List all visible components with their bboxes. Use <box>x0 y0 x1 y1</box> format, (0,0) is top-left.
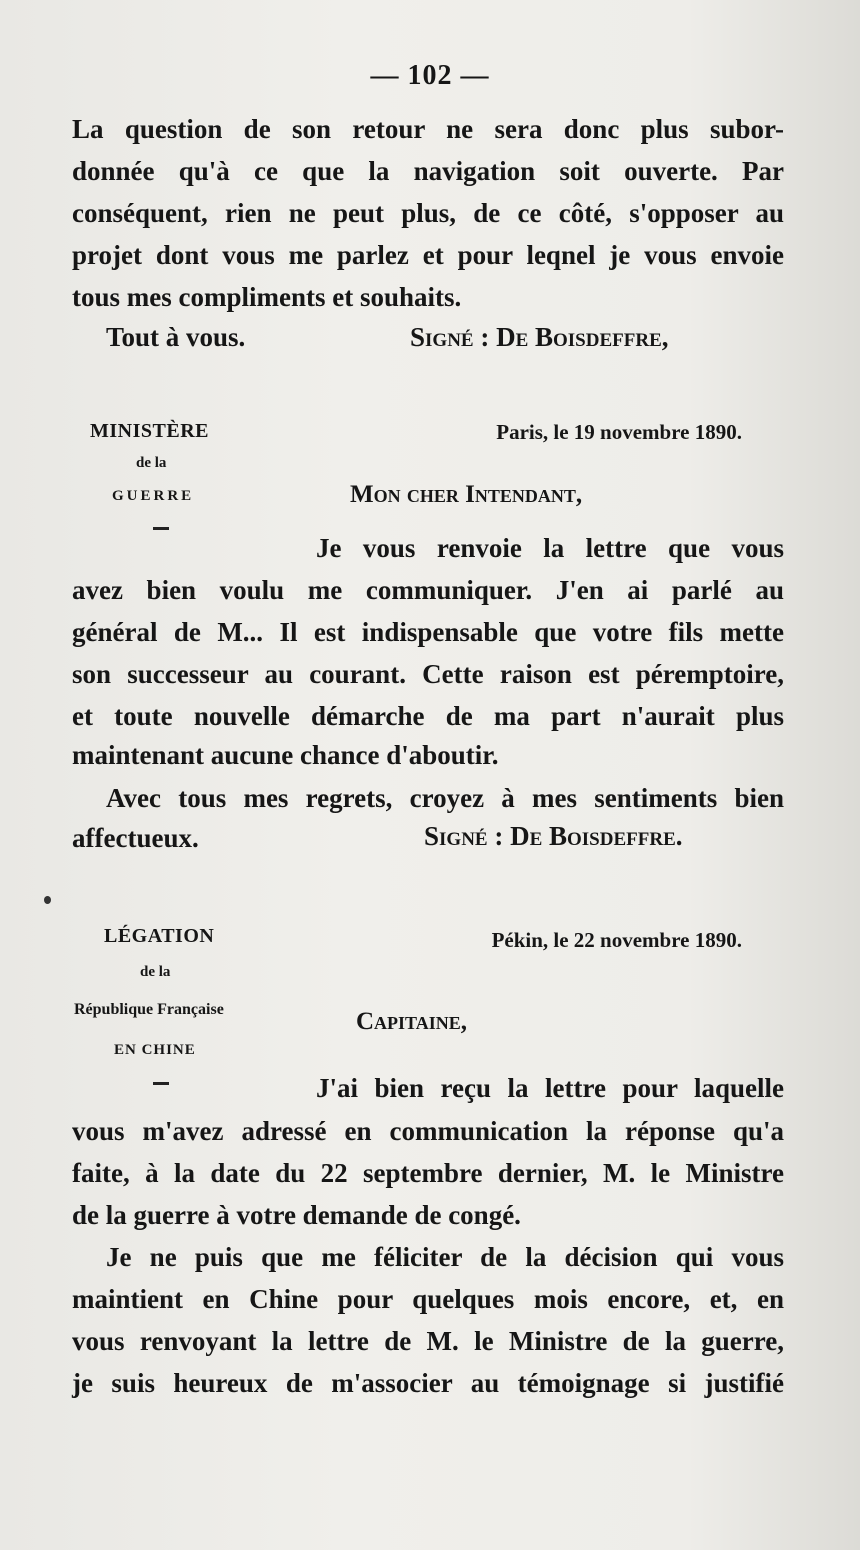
letter1-line-4: projet dont vous me parlez et pour leqnel je vous envoie <box>72 240 784 270</box>
letter1-signature: Signé : De Boisdeffre, <box>410 322 669 352</box>
letter2-line-1: avez bien voulu me communiquer. J'en ai parlé au <box>72 575 784 605</box>
letter2-line-0: Je vous renvoie la lettre que vous <box>316 533 784 563</box>
letter3-line-2: faite, à la date du 22 septembre dernier, M. le Ministre <box>72 1158 784 1188</box>
letter2-salutation: Mon cher Intendant, <box>350 481 583 508</box>
letter1-line-2: donnée qu'à ce que la navigation soit ouverte. Par <box>72 156 784 186</box>
page-number: — 102 — <box>370 60 490 91</box>
letter2-signature: Signé : De Boisdeffre. <box>424 821 683 851</box>
letter1-closing: Tout à vous. <box>106 322 246 352</box>
letter2-date: Paris, le 19 novembre 1890. <box>496 420 742 444</box>
letter3-header-republique: République Française <box>74 1001 224 1018</box>
letter3-header-de-la: de la <box>140 964 171 980</box>
letter3-date: Pékin, le 22 novembre 1890. <box>491 928 742 952</box>
letter3-line-3: de la guerre à votre demande de congé. <box>72 1200 521 1230</box>
letter3-para2-line-3: vous renvoyant la lettre de M. le Ministre de la guerre, <box>72 1326 784 1356</box>
letter3-header-legation: LÉGATION <box>104 925 215 947</box>
letter1-line-5: tous mes compliments et souhaits. <box>72 282 462 312</box>
ink-speck <box>44 896 51 904</box>
letter2-closing-line-2: affectueux. <box>72 823 199 853</box>
letter2-header-ministere: MINISTÈRE <box>90 420 209 442</box>
letter2-header-guerre: GUERRE <box>112 488 195 504</box>
letter3-salutation: Capitaine, <box>356 1008 467 1035</box>
letter3-para2-line-4: je suis heureux de m'associer au témoignage si justifié <box>72 1368 784 1398</box>
letter3-para2-line-1: Je ne puis que me féliciter de la décision qui vous <box>106 1242 784 1272</box>
letter3-line-1: vous m'avez adressé en communication la réponse qu'a <box>72 1116 784 1146</box>
letter1-line-3: conséquent, rien ne peut plus, de ce côté, s'opposer au <box>72 198 784 228</box>
letter3-header-dash <box>153 1082 169 1085</box>
letter2-closing-line-1: Avec tous mes regrets, croyez à mes sentiments bien <box>106 783 784 813</box>
letter2-line-5: maintenant aucune chance d'aboutir. <box>72 740 499 770</box>
letter2-line-3: son successeur au courant. Cette raison est péremptoire, <box>72 659 784 689</box>
letter2-header-dash <box>153 527 169 530</box>
letter3-line-0: J'ai bien reçu la lettre pour laquelle <box>316 1073 784 1103</box>
letter3-header-en-chine: EN CHINE <box>114 1042 196 1058</box>
letter2-line-2: général de M... Il est indispensable que votre fils mette <box>72 617 784 647</box>
letter1-line-1: La question de son retour ne sera donc plus subor- <box>72 114 784 144</box>
letter3-para2-line-2: maintient en Chine pour quelques mois encore, et, en <box>72 1284 784 1314</box>
letter2-header-de-la: de la <box>136 455 167 471</box>
letter2-line-4: et toute nouvelle démarche de ma part n'aurait plus <box>72 701 784 731</box>
